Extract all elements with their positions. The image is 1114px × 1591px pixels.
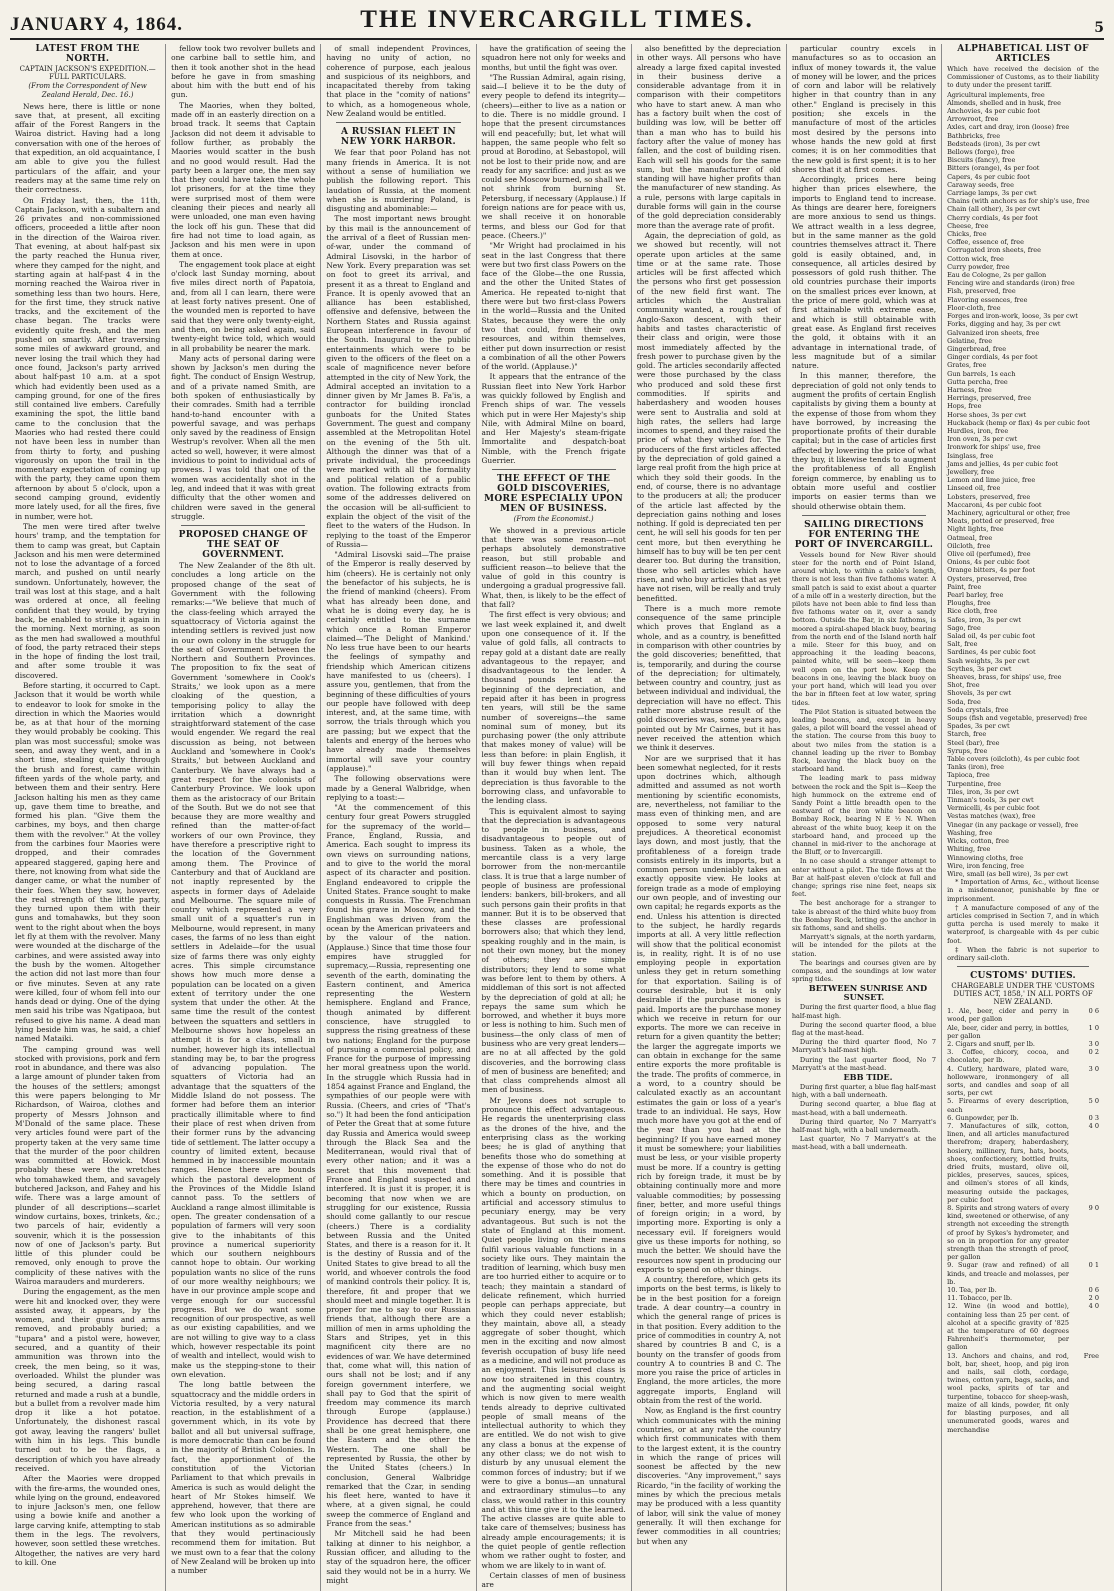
paragraph: have the gratification of seeing the squadron here not only for weeks and months, but until the fight was over. xyxy=(481,44,626,72)
list-item: Floor-cloth, free xyxy=(947,303,1001,312)
duty-rate: 1 0 xyxy=(1088,1023,1099,1032)
paragraph: The most important news brought by this mail is the announcement of the arrival of a fleet of Russian men-of-war, under the command of Admiral Lisovski, in the harbor of New York. Every preparation was set on foot to greet its arrival, and present it as a threat to England and France. It is openly avowed that an alliance has been established, offensive and defensive, between the Northern States and Russia against European interference in favour of the South. Inaugural to the public entertainments which were to be given to the officers of the fleet on a scale of magnificence never before attempted in the city of New York, the Admiral accepted an invitation to a dinner given by Mr James B. Fa'is, a contractor for building ironclad gunboats for the United States Government. The guest and company assembled at the Metropolitan Hotel on the evening of the 5th ult. Although the dinner was that of a private individual, the proceedings were marked with all the formality and political relation of a public ovation. The following extracts from some of the addresses delivered on the occasion will be all-sufficient to explain the object of the visit of the fleet to the waters of the Hudson. In replying to the toast of the Emperor of Russia— xyxy=(326,214,471,549)
article-columns xyxy=(10,44,1104,1590)
list-item: Forks, digging and hay, 3s per cwt xyxy=(947,320,1061,329)
list-item: Horse shoes, 3s per cwt xyxy=(947,410,1027,419)
paragraph: Before starting, it occurred to Capt. Jackson that it would be worth while to endeavor to look for smoke in the direction in which the Maories would be, as at that hour of the morning they would probably be cooking. This plan was most successful; smoke was seen, and away they went, and in a short time, stealing quietly through the brush and forest, came within fifteen yards of the whole party, and between them and their sentry. Here Jackson halting his men as they came up, gave them time to breathe, and formed his plan. "Give them the carbines, my boys, and then charge them with the revolver." At the volley from the carbines four Maories were dropped, and their comrades appeared staggered, gaping here and there, not knowing from what side the danger came, or what the number of their foes. When they saw, however, the real strength of the little party, they turned upon them with their guns and tomahawks, but they soon went to the right about when the boys let fly at them with the revolver. Many were wounded at the discharge of the carbines, and were assisted away into the bush by the women. Altogether the action did not last more than four or five minutes. Seven at any rate were killed, four of whom fell into our hands dead or dying. One of the dying men said his tribe was Ngatipaoa, but refused to give his name. A dead man lying beside him was, he said, a chief named Mataiki. xyxy=(15,681,161,1044)
headline-latest-from-north: LATEST FROM THE NORTH. xyxy=(35,44,140,64)
source-note: (From the Economist.) xyxy=(513,515,594,524)
list-item: Huckaback (hemp or flax) 4s per cubic foot xyxy=(947,418,1090,427)
list-item: Isinglass, free xyxy=(947,451,994,460)
list-item: Wire, small (as bell wire), 3s per cwt xyxy=(947,869,1069,878)
article-body xyxy=(326,148,470,1585)
duty-rate: 5 0 xyxy=(1088,1097,1099,1106)
list-item: Chain (all other), 3s per cwt xyxy=(947,205,1040,214)
table-row xyxy=(947,1286,1099,1294)
list-item: Oysters, preserved, free xyxy=(947,574,1027,583)
masthead xyxy=(10,6,1104,40)
divider xyxy=(181,525,305,526)
divider xyxy=(957,966,1089,967)
headline-sailing-directions: SAILING DIRECTIONS FOR ENTERING THE PORT OF INVERCARGILL. xyxy=(794,519,934,550)
duties-intro: CHARGEABLE UNDER THE 'CUSTOMS DUTIES ACT, 1858,' IN ALL PORTS OF NEW ZEALAND. xyxy=(951,982,1095,1007)
list-item: Vinegar (in any package or vessel), free xyxy=(947,820,1079,829)
list-item: Cherry cordials, 4s per foot xyxy=(947,213,1038,222)
duty-item: 13. Anchors and chains, and rod, bolt, bar, sheet, hoop, and pig iron and nails, sail cloth, cordage, twines, cotton yarn, bags, sacks, and wool packs, spirits of tar and turpentine, tobacco for sheep-wash, maize of all kinds, powder, fit only for blasting purposes, and all unenumerated goods, wares and merchandise xyxy=(947,1351,1069,1434)
duty-item: 2. Cigars and snuff, per lb. xyxy=(947,1039,1035,1048)
footnotes xyxy=(947,878,1099,962)
list-item: Wicks, cotton, free xyxy=(947,837,1009,846)
duty-rate: 0 1 xyxy=(1088,1261,1099,1270)
duty-item: 9. Sugar (raw and refined) of all kinds, and treacle and molasses, per lb. xyxy=(947,1261,1069,1286)
headline-customs-duties: CUSTOMS' DUTIES. xyxy=(970,971,1076,982)
newspaper-title: THE INVERCARGILL TIMES. xyxy=(360,6,754,33)
article-body xyxy=(171,561,315,1575)
list-item: Night lights, free xyxy=(947,525,1004,534)
list-item: Salt, free xyxy=(947,640,978,649)
paragraph: "Mr Wright had proclaimed in his seat in the last Congress that there were but two first class Powers on the face of the Globe—the one Russia, and the other the United States of America. He repeated to-night that there were but two first-class Powers in the world—Russia and the United States, because they were the only two that could, from their own resources, and within themselves, either put down insurrection or resist a combination of all the other Powers of the world. (Applause.)" xyxy=(481,241,626,372)
list-item: Gingerbread, free xyxy=(947,344,1007,353)
article-body xyxy=(792,44,936,511)
table-row xyxy=(947,1352,1099,1434)
table-row xyxy=(947,1294,1099,1302)
duty-item: 12. Wine (in wood and bottle), containing less than 25 per cent. of alcohol at a specific gravity of '825 at the temperature of 60 degrees Fahrenheit's thermometer, per gallon xyxy=(947,1302,1069,1352)
list-item: Anchovies, 4s per cubic foot xyxy=(947,107,1041,116)
divider xyxy=(802,515,926,516)
paragraph: We showed in a previous article that there was some reason—not perhaps absolutely demonstrative reason, but still probable and sufficient reason—to believe that the value of gold in this country is undergoing a gradual progressive fall. What, then, is likely to be the effect of that fall? xyxy=(481,525,626,610)
signal-list xyxy=(792,1003,936,1072)
issue-date: JANUARY 4, 1864. xyxy=(10,14,183,35)
duty-item: 7. Manufactures of silk, cotton, linen, and all articles manufactured therefrom; drapery, haberdashery, hosiery, millinery, furs, hats, boots, shoes, confectionery, bottled fruits, dried fruits, mustard, olive oil, pickles, preserves, sauces, spices, and oilmen's stores of all kinds, measuring outside the packages, per cubic foot xyxy=(947,1121,1069,1204)
table-row xyxy=(947,1204,1099,1261)
paragraph: † A manufacture composed of any of the articles comprised in Section 7, and in which gutta percha is used merely to make it waterproof, is chargeable with 4s per cubic foot. xyxy=(947,903,1099,945)
duty-item: Ale, beer, cider and perry, in bottles, per gallon xyxy=(947,1023,1069,1040)
paragraph: During the third quarter flood, No 7 Marryatt's half-mast high. xyxy=(791,1038,937,1055)
duty-item: 11. Tobacco, per lb. xyxy=(947,1294,1013,1303)
list-item: Bathbricks, free xyxy=(947,131,1001,140)
table-row xyxy=(947,1097,1099,1113)
list-item: Agricultural implements, free xyxy=(947,90,1045,99)
paragraph: Marryatt's signals, at the north yardarm, will be intended for the pilots at the station. xyxy=(791,933,937,958)
list-item: Washing, free xyxy=(947,828,993,837)
paragraph: * Importation of Arms, &c., without license in a misdemeanor, punishable by fine or imprisonment. xyxy=(947,878,1099,903)
paragraph: also benefitted by the depreciation in other ways. All persons who have already a large fixed capital invested in their business derive a considerable advantage from it in comparison with their competitors who have to start anew. A man who has a factory built when the cost of building was low, will be better off than a man who has to build his factory after the value of money has fallen, and the cost of building risen. Each will sell his goods for the same sum, but the manufacturer of old standing will have higher profits than the manufacturer of new standing. As a rule, persons with large capitals in durable forms will gain in the course of the gold depreciation considerably more than the average rate of profit. xyxy=(636,44,781,230)
duty-rate: 4 0 xyxy=(1088,1302,1099,1311)
list-item: Safes, iron, 3s per cwt xyxy=(947,615,1022,624)
paragraph: The long battle between the squattocracy and the middle orders in Victoria resulted, by a very natural reaction, in the establishment of a government which, in its vote by ballot and all but universal suffrage, is more democratic than can be found in the majority of British Colonies. In fact, the apportionment of the constitution of the Victorian Parliament to that which prevails in America is such as would delight the heart of Mr Stokes himself. We apprehend, however, that there are few who look upon the working of American institutions as so admirable that they would pertinaciously recommend them for imitation. But we must own to a fear that the colony of New Zealand will be broken up into a number xyxy=(171,1380,316,1576)
duty-rate: 3 0 xyxy=(1088,1039,1099,1048)
list-item: Chicks, free xyxy=(947,230,987,239)
paragraph: During second quarter, a blue flag at mast-head, with a ball underneath. xyxy=(791,1100,937,1117)
paragraph: We fear that poor Poland has not many friends in America. It is not without a sense of humiliation we publish the following report. This laudation of Russia, at the moment when she is murdering Poland, is disgusting and abominable:— xyxy=(326,148,471,214)
column-7 xyxy=(941,44,1104,1591)
list-item: Almonds, shelled and in husk, free xyxy=(947,98,1061,107)
paragraph: of small independent Provinces, having no unity of action, no coherence of purpose, each jealous and suspicious of its neighbors, and incapacitated thereby from taking that place in the "comity of nations" to which, as a homogeneous whole, New Zealand would be entitled. xyxy=(326,44,471,119)
list-item: Turpentine, free xyxy=(947,779,1001,788)
table-row xyxy=(947,1122,1099,1204)
column-3 xyxy=(320,44,475,1591)
duty-item: 1. Ale, beer, cider and perry in wood, per gallon xyxy=(947,1007,1069,1024)
list-item: Vestas matches (wax), free xyxy=(947,812,1036,821)
list-item: Jams and jellies, 4s per cubic foot xyxy=(947,459,1059,468)
list-item: Grates, free xyxy=(947,361,987,370)
list-item: Linseed oil, free xyxy=(947,484,1001,493)
list-item: Winnowing cloths, free xyxy=(947,853,1024,862)
paragraph: Mr Mitchell said he had been talking at dinner to his neighbor, a Russian officer, and alluding to the stay of the squadron here, the officer said they would not be in a hurry. We might xyxy=(326,1529,471,1585)
headline-articles-list: ALPHABETICAL LIST OF ARTICLES xyxy=(957,44,1089,64)
list-item: Bitters (orange), 4s per foot xyxy=(947,164,1040,173)
list-item: Ironwork for ships' use, free xyxy=(947,443,1041,452)
list-item: Tinman's tools, 3s per cwt xyxy=(947,796,1034,805)
paragraph: Vessels bound for New River should steer for the north end of Point Island, around which, to within a cable's length, there is not less than five fathoms water. A small patch is said to exist about a quarter of a mile off in a westerly direction, but the pilots have not been able to find less than five fathoms water on it, over a sandy bottom. Outside the Bar, in six fathoms, is moored a spiral-shaped black buoy, bearing from the north end of the Island north half a mile. Steer for this buoy, and on approaching it the leading beacons, painted white, will be seen—keep them well open on the port bow. Keep the beacons in one, leaving the black buoy on your port hand, which will lead you over the bar in fifteen feet at low water, spring tides. xyxy=(791,550,937,707)
list-item: Lemon and lime juice, free xyxy=(947,476,1036,485)
list-item: Rice cloth, free xyxy=(947,607,998,616)
list-item: Cheese, free xyxy=(947,221,989,230)
table-row xyxy=(947,1007,1099,1023)
list-item: Chains (with anchors as for ship's use, free xyxy=(947,197,1090,206)
paragraph: During the second quarter flood, a blue flag at the mast-head. xyxy=(791,1020,937,1038)
paragraph: Now, as England is the first country which communicates with the mining countries, or at any rate the country which first communicates with them to the largest extent, it is the country in which the range of prices will soonest be affected by the new discoveries. "Any improvement," says Ricardo, "in the facility of working the mines by which the precious metals may be produced with a less quantity of labor, will sink the value of money generally. It will then exchange for fewer commodities in all countries; but when any xyxy=(636,1406,781,1546)
page-number: 5 xyxy=(1094,20,1104,36)
list-item: Gelatine, free xyxy=(947,336,993,345)
list-item: Sardines, 4s per cubic foot xyxy=(947,648,1036,657)
paragraph: ‡ When the fabric is not superior to ordinary sail-cloth. xyxy=(947,945,1099,962)
duty-item: 5. Firearms of every description, each xyxy=(947,1097,1069,1114)
list-item: Gun barrels, 1s each xyxy=(947,369,1016,378)
ebb-tide-heading: EBB TIDE. xyxy=(843,1072,893,1083)
paragraph: During first quarter, a blue flag half-mast high, with a ball underneath. xyxy=(791,1083,937,1100)
table-row xyxy=(947,1114,1099,1122)
list-item: Tanks (iron), free xyxy=(947,763,1004,772)
paragraph: Mr Jevons does not scruple to pronounce this effect advantageous. He regards the unenterprising class as the drones of the hive, and the enterprising class as the working bees; he is glad of anything that benefits those who do something at the expense of those who do not do something. And it is possible that there may be times and countries in which a bounty on production, on artificial and accessory stimulus to pecuniary energy, may be very advantageous. But such is not the state of England at this moment. Quiet people living on their means fulfil various valuable functions in a society like ours. They maintain the tradition of learning, which busy men are too hurried either to acquire or to teach; they maintain a standard of delicate refinement, which hurried people can perhaps appreciate, but which they could never establish; they maintain, above all, a steady aggregate of sober thought, which men in the exciting and now almost feverish occupation of busy life need as a medicine, and will not produce as an enjoyment. This leisured class is now too straitened in this country, and the augmenting social weight which is now given to mere wealth tends already to deprive cultivated people of small means of the intellectual authority to which they are entitled. We do not wish to give any class a bonus at the expense of any other class; we do not wish to disturb by any unusual element the common forces of industry; but if we were to give a bonus—an unnatural and extraordinary stimulus—to any class, we would rather in this country and at this time give it to the learned. The active classes are quite able to take care of themselves; business has already ample encouragements; it is the quiet people of gentle reflection whom we rather ought to foster, and whom we are likely to in want of. xyxy=(481,1095,626,1570)
list-item: Bedsteads (iron), 3s per cwt xyxy=(947,139,1041,148)
duty-rate: 0 3 xyxy=(1088,1113,1099,1122)
list-item: Bellows (forge), free xyxy=(947,148,1015,157)
list-item: Caraway seeds, free xyxy=(947,180,1014,189)
paragraph: The New Zealander of the 8th ult. concludes a long article on the proposed change of the seat of Government with the following remarks:—"We believe that much of the class-feeling which arrayed the squattocracy of Victoria against the intending settlers is revived just now in our own colony in the struggle for the seat of Government between the Northern and Southern Provinces. The proposition to fix the seat of Government 'somewhere in Cook's Straits,' we look upon as a mere cloaking of the question, a temporising policy to allay the irritation which a downright straightforward statement of the case would engender. We regard the real discussion as being, not between Auckland and 'somewhere in Cook's Straits,' but between Auckland and Canterbury. We have always had a great respect for the colonists of Canterbury Province. We look upon them as the aristocracy of our Britain of the South. But we do not see that because they are more wealthy and refined than the matter-of-fact workers of our own Province, they have therefore a prescriptive right to the location of the Government among them. The Province of Canterbury and that of Auckland are not inaptly represented by the aspects in former days of Adelaide and Melbourne. The square mile of country which represented a very small unit of a squatter's run in Melbourne, would represent, in many cases, the farms of no less than eight settlers in Adelaide—for the usual size of farms there was only eighty acres. This simple circumstance shows how much more dense a population can be located on a given extent of territory under the one system that under the other. At the same time the result of the contest between the squatters and settlers in Melbourne shows how hopeless an attempt it is for a class, small in number, however high its intellectual standing may be, to bar the progress of advancing population. The squatters of Victoria had an advantage that the squatters of the Middle Island do not possess. The former had before them an interior practically illimitable where to find their place of rest when driven from their former runs by the advancing tide of settlement. The latter occupy a country of limited extent, because hemmed in by inaccessible mountain ranges. Hence there are bounds which the pastoral development of the Provinces of the Middle Island cannot pass. To the settlers of Auckland a range almost illimitable is open. The greater condensation of a population of farmers will very soon give to the inhabitants of this province a numerical superiority which our southern neighbours cannot hope to obtain. Our working population wants no slice of the runs of our more wealthy neighbours; we have in our province ample scope and verge enough for our successful progress. But we do want some recognition of our prospective, as well as our existing capabilities, and we are not willing to give way to a class which, however respectable its point of wealth and intellect, would wish to make us the stepping-stone to their own elevation. xyxy=(171,561,316,1379)
paragraph: During third quarter, No 7 Marryatt's half-mast high, with a ball underneath. xyxy=(791,1117,937,1135)
duties-table xyxy=(947,1007,1099,1434)
article-body xyxy=(482,44,626,465)
paragraph: "Admiral Lisovski said—The praise of the Emperor is really deserved by him (cheers). He is certainly not only the benefactor of his subjects, he is the friend of mankind (cheers). From what has already been done, and what he is doing every day, he is certainly entitled to the surname which once a Roman Emperor claimed—'The Delight of Mankind.' No less true have been to our hearts the feelings of sympathy and friendship which American citizens have manifested to us (cheers). I assure you, gentlemen, that from the beginning of these difficulties of yours our people have followed with deep interest, and, at the same time, with sorrow, the trials through which you are passing; but we expect that the talents and energy of the heroes who have already made themselves immortal will save your country (applause)." xyxy=(326,550,471,773)
table-row xyxy=(947,1040,1099,1048)
paragraph: On Friday last, then, the 11th, Captain Jackson, with a subaltern and 26 privates and non-commissioned officers, proceeded a little after noon in the direction of the Wairoa river. That evening, at about half-past six the party reached the Hunua river, where they camped for the night, and starting again at half-past 4 in the morning reached the Wairoa river in something less than two hours. Here, for the first time, they struck native tracks, and the excitement of the chase began. The tracks were evidently quite fresh, and the men pushed on smartly. After traversing some miles of awkward ground, and never losing the trail which they had once found, Jackson's party arrived about half-past 10 a.m. at a spot which had evidently been used as a camping ground, for one of the fires still contained live embers. Carefully examining the spot, the little band came to the conclusion that the Maories who had rested there could not have been less in number than from thirty to forty, and pushing vigorously on upon the trail in the momentary expectation of coming up with the party, they came upon them afternoon by about 5 o'clock, upon a second camping ground, evidently more lately used, for all the fires, five in number, were hot. xyxy=(15,195,161,521)
headline-seat-of-government: PROPOSED CHANGE OF THE SEAT OF GOVERNMENT. xyxy=(178,530,308,561)
paragraph: There is a much more remote consequence of the same principle which proves that England as a whole, and as a country, is benefitted in comparison with other countries by the gold discoveries; benefitted, that is, temporarily, and during the course of the depreciation; for ultimately, between country and country, just as between individual and individual, the depreciation will have no effect. This rather more abstruse result of the gold discoveries was, some years ago, pointed out by Mr Cairnes, but it has never received the attention which we think it deserves. xyxy=(636,603,781,753)
list-item: Gutta percha, free xyxy=(947,377,1008,386)
paragraph: Last quarter, No 7 Marryatt's at the mast-head, with a ball underneath. xyxy=(791,1135,937,1152)
list-item: Fencing wire and standards (iron) free xyxy=(947,279,1075,288)
paragraph: The men were tired after twelve hours' tramp, and the temptation for them to camp was great, but Captain Jackson and his men were determined not to lose the advantage of a forced march, and pushed on until nearly sundown. Unfortunately, however, the trail was lost at this stage, and a halt was ordered at once, all feeling confident that they would, by trying back, be enabled to strike it again in the morning. Next morning, as soon as the men had swallowed a mouthful of food, the party retraced their steps in the hope of finding the lost trail, and after some trouble it was discovered. xyxy=(15,521,161,680)
list-item: Spades, 3s per cwt xyxy=(947,722,1010,731)
paragraph: The Maories, when they bolted, made off in an easterly direction on a broad track. It seems that Captain Jackson did not deem it advisable to follow further, as probably the Maories would scatter in the bush and no good would result. Had the party been a larger one, the men say that they could have taken the whole lot prisoners, for at the time they were surprised most of them were cleaning their pieces and nearly all were unloaded, one man even having the lock off his gun. These that did fire had not time to load again, as Jackson and his men were in upon them at once. xyxy=(171,100,316,259)
paragraph: Nor are we surprised that it has been somewhat neglected, for it rests upon doctrines which, although admitted and assumed as not worth mentioning by scientific economists, are, nevertheless, not familiar to the mass even of thinking men, and are opposed to some very natural prejudices. A theoretical economist lays down, and most justly, that the profitableness of a foreign trade consists entirely in its imports, but a common person undeniably takes an exactly opposite view. He looks at foreign trade as a mode of employing our own people, and of investing our own capital; he regards exports as the end. Unless his attention is directed to the subject, he hardly regards imports at all. A very little reflection will show that the political economist is, in reality, right. It is of no use employing people in exportation unless they get in return something for that exportation. Sailing is of course desirable, but it is only desirable if the purchase money is paid. Imports are the purchase money which we receive in return for our exports. The more we can receive in return for a given quantity the better; the larger the aggregate imports we can obtain in exchange for the same entire exports the more profitable is the trade. The profits of commerce, in a word, to a country should be calculated exactly as an accountant estimates the gain or loss of a year's trade to an individual. He says, How much more have you got at the end of the year than you had at the beginning? If you have earned money it must be somewhere; your liabilities must be less, or your visible property must be more. If a country is getting rich by foreign trade, it must be by obtaining continually more and more valuable commodities; by possessing finer, better, and more useful things of foreign origin; in a word, by importing more. Exporting is only a necessary evil. If foreigners would give us these imports for nothing, so much the better. We should have the resources now spent in producing our exports to spend on other things. xyxy=(636,753,781,1274)
list-item: Jewellery, free xyxy=(947,467,995,476)
paragraph: particular country excels in manufactures so as to occasion an influx of money towards it, the value of money will be lower, and the prices of corn and labor will be relatively higher in that country than in any other." England is precisely in this position; she excels in the manufacture of most of the articles most desired by the persons into whose hands the new gold at first comes; it is on her commodities that the new gold is first spent; it is to her shores that it at first comes. xyxy=(791,44,937,174)
list-item: Shovels, 3s per cwt xyxy=(947,689,1012,698)
list-item: Corrugated iron sheets, free xyxy=(947,246,1041,255)
list-item: Lobsters, preserved, free xyxy=(947,492,1031,501)
paragraph: "The Russian Admiral, again rising, said—I believe it to be the duty of every people to defend its integrity—(cheers)—either to live as a nation or to die. There is no middle ground. I hope that the present circumstances will end peacefully; but, let what will happen, the same people who felt so proud at Borodino, at Sebastopol, will not be lost to their pride now, and are ready for any sacrifice: and just as we could see Moscow burned, so shall we not shrink from burning St. Petersburg, if necessary (Applause.) If foreign nations are for peace with us, we shall receive it on honorable terms, and bless our God for that peace. (Cheers.)" xyxy=(481,72,626,240)
paragraph: In no case should a stranger attempt to enter without a pilot. The tide flows at the Bar at half-past eleven o'clock at full and change; springs rise nine feet, neaps six feet. xyxy=(791,857,937,899)
duty-item: 4. Cutlery, hardware, plated ware, hollowware, ironmongery of all sorts, and candles and soap of all sorts, per cwt xyxy=(947,1064,1069,1098)
article-body xyxy=(326,44,470,118)
list-item: Scythes, 3s per cwt xyxy=(947,664,1012,673)
duty-rate: Free xyxy=(1083,1351,1099,1360)
duty-rate: 2 0 xyxy=(1088,1294,1099,1303)
list-item: Machinery, agricultural or other, free xyxy=(947,508,1071,517)
list-item: Oatmeal, free xyxy=(947,533,993,542)
list-item: Eau de Cologne, 2s per gallon xyxy=(947,271,1047,280)
paragraph: The Pilot Station is situated between the leading beacons, and, except in heavy gales, a pilot will board the vessel ahead of the station. The course from this buoy to about two miles from the station is a channel leading up the river to Bombay Rock, leaving the black buoy on the starboard hand. xyxy=(791,707,937,774)
list-item: Meats, potted or preserved, free xyxy=(947,517,1055,526)
paragraph: It appears that the entrance of the Russian fleet into New York Harbor was quickly followed by English and French ships of war. The vessels which put in were Her Majesty's ship Nile, with Admiral Milne on board, and Her Majesty's steam-frigate Immortalite and despatch-boat Nimble, with the French frigate Guerrier. xyxy=(481,372,626,466)
table-row xyxy=(947,1024,1099,1040)
list-item: Paint, free xyxy=(947,582,982,591)
list-item: Table covers (oilcloth), 4s per cubic foot xyxy=(947,755,1080,764)
list-item: Vermicelli, 4s per cubic foot xyxy=(947,804,1040,813)
paragraph: Accordingly, prices here being higher than prices elsewhere, the imports to England tend to increase. As things are dearer here, foreigners are more anxious to send us things. We attract wealth in a less degree, but in the same manner as the gold countries themselves attract it. There gold is easily obtained, and, in consequence, all articles desired by possessors of gold rush thither. The old countries purchase their imports on the smallest prices ever known, at the price of mere gold, which was at first attainable with extreme ease, and which is still obtainable with great ease. As England first receives the gold, it obtains with it an advantage in international trade, of less magnitude but of a similar nature. xyxy=(791,175,937,371)
list-item: Orange bitters, 4s per foot xyxy=(947,566,1036,575)
list-item: Pearl barley, free xyxy=(947,591,1004,599)
list-item: Biscuits (fancy), free xyxy=(947,156,1016,165)
paragraph: This is equivalent almost to saying that the depreciation is advantageous to people in business, and disadvantageous to people out of business. Taken as a whole, the mercantile class is a very large borrower from the non-mercantile class. It is true that a large number of people of business are professional lenders: bankers, bill-brokers, and all such persons gain their profits in that manner. But it is to be observed that these classes are professional borrowers also; that which they lend, speaking roughly and in the main, is not their own money, but the money of others; they are simple distributors; they lend to some what was before lent to them by others. A middleman of this sort is not affected by the depreciation of gold at all; he repays the same sum which he borrowed, and whether it buys more or less is nothing to him. Such men of business—the only class of men of business who are very great lenders—are no at all affected by the gold discoveries, and the borrowing class of men of business are benefited; and that class comprehends almost all men of business. xyxy=(481,806,626,1095)
paragraph: During the engagement, as the men were hit and knocked over, they were assisted away, it appears, by the women, and their guns and arms removed, and probably buried; a "tupara" and a pistol were, however, secured, and a quantity of their ammunition was thrown into the creek, the men being, so it was, overloaded. Whilst the plunder was being secured, a daring rascal returned and made a rush at a bundle, but a bullet from a revolver made him drop it like a hot potatoe. Unfortunately, the dishonest rascal got away, leaving the rangers' bullet with him in his legs. This bundle turned out to be the flags, a description of which you have already received. xyxy=(15,1287,161,1473)
list-item: Galvanized iron sheets, free xyxy=(947,328,1040,337)
list-item: Salad oil, 4s per cubic foot xyxy=(947,632,1036,641)
headline-russian-fleet: A RUSSIAN FLEET IN NEW YORK HARBOR. xyxy=(340,127,456,148)
paragraph: Many acts of personal daring were shown by Jackson's men during the fight. The conduct of Ensign Westrup, and of a private named Smith, are both spoken of enthusiastically by their comrades. Smith had a terrible hand-to-hand encounter with a powerful savage, and was perhaps only saved by the readiness of Ensign Westrup's revolver. When all the men acted so well, however, it were almost invidious to point to individual acts of prowess. I was told that one of the women was accidentally shot in the leg, and indeed that it was with great difficulty that the other women and children were saved in the general struggle. xyxy=(171,353,316,521)
duty-item: 10. Tea, per lb. xyxy=(947,1286,997,1295)
paragraph: During the last quarter flood, No 7 Marryatt's at the mast-head. xyxy=(791,1055,937,1072)
paragraph: The best anchorage for a stranger to take is abreast of the third white buoy from the Bombay Rock, letting go the anchor in six fathoms, sand and shells. xyxy=(791,899,937,932)
paragraph: The following observations were made by a General Walbridge, when replying to a toast:— xyxy=(326,774,471,802)
list-item: Fish, preserved, free xyxy=(947,287,1016,296)
list-item: Syrups, free xyxy=(947,746,988,755)
article-body xyxy=(171,44,315,521)
divider xyxy=(492,469,616,470)
paragraph: Certain classes of men of business are xyxy=(481,1570,626,1590)
column-1 xyxy=(10,44,165,1591)
paragraph: A country, therefore, which gets its imports on the best terms, is likely to be in the best position for a foreign trade. A dear country—a country in which the general range of prices is in that position. Every addition to the price of commodities in country A, not shared by countries B and C, is a bounty on the transfer of goods from country A to countries B and C. The more you raise the price of articles in England, the more articles, the more aggregate imports, England will obtain from the rest of the world. xyxy=(636,1275,781,1406)
table-row xyxy=(947,1261,1099,1286)
list-item: Hurdles, iron, free xyxy=(947,426,1009,435)
articles-list xyxy=(947,91,1099,879)
paragraph: During the first quarter flood, a blue flag half-mast high. xyxy=(791,1003,937,1020)
paragraph: fellow took two revolver bullets and one carbine ball to settle him, and then it took another shot in the head before he gave in from smashing about him with the butt end of his gun. xyxy=(171,44,316,100)
list-item: Starch, free xyxy=(947,730,987,739)
paragraph: The camping ground was well stocked with provisions, pork and fern root in abundance, and there was also a large amount of plunder taken from the houses of the settlers; amongst this were papers belonging to Mr Richardson, of Wairoa, clothes and property of Messrs Johnson and M'Donald of the same place. These very articles found were part of the property taken at the very same time that the murder of the poor children was committed at Howick. Most probably these were the wretches who tomahawked them, and savagely butchered Jackson, and Fahey and his wife. There was a large amount of plunder of all descriptions—scarlet window curtains, boxes, trinkets, &c.; two parcels of hair, evidently a souvenir, which it is the possession now of one of Jackson's party. But little of this plunder could be removed, only enough to prove the complicity of these natives with the Wairoa marauders and murderers. xyxy=(15,1044,161,1286)
paragraph: Again, the depreciation of gold, as we showed but recently, will not operate upon articles at the same time or at the same rate. Those articles will be first affected which the persons who first get possession of the new field first want. The articles which the Australian community wanted, a rough set of Anglo-Saxon descent, with their habits and tastes characteristic of their class and origin, were those most immediately affected by the fresh power to purchase given by the gold. The articles secondarily affected were those purchased by the class who produced and sold these first commodities. If spirits and haberdashery and wooden houses were sent to Australia and sold at high rates, the sellers had large incomes to spend, and they raised the price of what they wished for. The producers of the first articles affected by the depreciation of gold gained a large real profit from the high price at which they sold their goods. In the end, of course, there is no advantage to the producers at all; the producer of the article last affected by the depreciation gains nothing and loses nothing. If gold is depreciated ten per cent, he will sell his goods for ten per cent more, but then everything he himself has to buy will be ten per cent dearer too. But during the transition, those who sell articles which have risen, and who buy articles that as yet have not risen, will be really and truly benefitted. xyxy=(636,230,781,603)
list-item: Sago, free xyxy=(947,623,981,632)
paragraph: The first effect is very obvious; and we last week explained it, and dwelt upon one consequence of it. If the value of gold falls, all contracts to repay gold at a distant date are really advantageous to the repayer, and disadvantageous to the lender. A thousand pounds lent at the beginning of the depreciation, and repaid after it has been in progress ten years, will still be the same number of sovereigns—the same nominal sum of money, but its purchasing power (the only attribute that makes money of value) will be less than before: in plain English, it will buy fewer things when repaid than it would buy when lent. The depreciation is thus favorable to the borrowing class, and unfavorable to the lending class. xyxy=(481,610,626,806)
list-item: Sash weights, 3s per cwt xyxy=(947,656,1030,665)
article-body xyxy=(792,551,936,984)
list-item: Olive oil (perfumed), free xyxy=(947,549,1031,558)
list-item: Soups (fish and vegetable, preserved) free xyxy=(947,714,1088,723)
list-item: Coffee, essence of, free xyxy=(947,238,1024,247)
article-body xyxy=(15,102,160,1568)
paragraph: News here, there is little or none save that, at present, all exciting affair of the Forest Rangers in the Wairoa district. Having had a long conversation with one of the heroes of that expedition, an old acquaintance, I am able to give you the fullest particulars of the affair, and your readers may at the same time rely on their correctness. xyxy=(15,101,161,195)
source-note: (From the Correspondent of New Zealand Herald, Dec. 16.) xyxy=(28,82,147,100)
list-item: Arrowroot, free xyxy=(947,115,999,124)
list-item: Ginger cordials, 4s per foot xyxy=(947,353,1038,362)
duty-item: 8. Spirits and strong waters of every kind, sweetened or otherwise, of any strength not exceeding the strength of proof by Sykes's hydrometer, and so on in proportion for any greater strength than the strength of proof, per gallon xyxy=(947,1204,1069,1262)
paragraph: "At the commencement of this century four great Powers struggled for the supremacy of the world—France, England, Russia, and America. Each sought to impress its own views on surrounding nations, and to give to the world the moral aspect of its character and position. England endeavored to cripple the United States. France sought to make conquests in Russia. The Frenchman found his grave in Moscow, and the Englishman was driven from the ocean by the American privateers and by the valour of the nation. (Applause.) Since that time those four empires have struggled for supremacy,—Russia, representing one seventh of the earth, dominating the Eastern continent, and America representing the Western hemisphere. England and France, though animated by different conscience, have struggled to suppress the rising greatness of these two nations; England for the purpose of pursuing a commercial policy, and France for the purpose of impressing her moral greatness upon the world. In the struggle which Russia had in 1854 against France and England, the sympathies of our people were with Russia. (Cheers, and cries of "That's so.") It had been the fond anticipation of Peter the Great that at some future day Russia and America would sweep through the Black Sea and the Mediterranean, would rival that of every other nation; and it was a secret that this movement that France and England suspected and interfered. It is just it is proper, it is becoming that now when we are struggling for our existence, Russia should come gallantly to our rescue (cheers.) There is a cordiality between Russia and the United States, and there is a reason for it. It is the destiny of Russia and of the United States to give bread to all the world, and whoever controls the food of mankind controls their policy. It is, therefore, fit and proper that we should meet and mingle together. It is proper for me to say to our Russian friends that, although there are a million of men in arms upholding the Stars and Stripes, yet in this magnificent city there are no evidences of war. We have determined that, come what will, this nation of ours shall not be lost; and if any foreign government interfere, we shall pay to God that the spirit of freedom may commence its march through Europe (applause.) Providence has decreed that there shall be one great hemisphere, one the Eastern and the other the Western. The one shall be represented by Russia, the other by the United States (cheers.) In conclusion, General Walbridge remarked that the Czar, in sending his fleet here, wanted to have it where, at a given signal, he could sweep the commerce of England and France from the seas." xyxy=(326,803,471,1529)
column-6 xyxy=(786,44,941,1591)
list-item: Soda crystals, free xyxy=(947,705,1009,714)
list-item: Whiting, free xyxy=(947,845,991,854)
column-2 xyxy=(165,44,320,1591)
paragraph: The engagement took place at eight o'clock last Sunday morning, about five miles direct north of Papatoia, and, from all I can learn, there were at least forty natives present. One of the wounded men is reported to have said that they were only twenty-eight, and then, on being asked again, said twenty-eight twice told, which would in all probability be nearer the mark. xyxy=(171,259,316,353)
list-item: Hops, free xyxy=(947,402,982,411)
list-item: Tiles, iron, 3s per cwt xyxy=(947,787,1019,796)
headline-gold-discoveries: THE EFFECT OF THE GOLD DISCOVERIES, MORE ESPECIALLY UPON MEN OF BUSINESS. xyxy=(484,474,624,515)
duty-rate: 3 0 xyxy=(1088,1064,1099,1073)
list-item: Flavoring essences, free xyxy=(947,295,1028,304)
list-item: Carriage lamps, 3s per cwt xyxy=(947,189,1037,198)
list-item: Axles, cart and dray, iron (loose) free xyxy=(947,123,1070,132)
table-row xyxy=(947,1048,1099,1064)
list-item: Wire, iron fencing, free xyxy=(947,861,1024,870)
article-body xyxy=(482,526,626,1590)
column-4 xyxy=(476,44,631,1591)
duty-rate: 9 0 xyxy=(1088,1204,1099,1213)
list-item: Onions, 4s per cubic foot xyxy=(947,558,1030,567)
paragraph: In this manner, therefore, the depreciation of gold not only tends to augment the profits of certain English capitalists by giving them a bounty at the expense of those from whom they have borrowed, by increasing the proportionate profits of their durable capital; but in the case of articles first affected by lowering the price of what they buy, it likewise tends to augment the profitableness of all English foreign commerce, by enabling us to obtain more useful and costlier imports on easier terms than we should otherwise obtain them. xyxy=(791,371,937,511)
duty-rate: 0 2 xyxy=(1088,1048,1099,1057)
list-item: Maccaroni, 4s per cubic foot xyxy=(947,500,1042,509)
list-item: Shot, free xyxy=(947,681,980,690)
signals-heading: BETWEEN SUNRISE AND SUNSET. xyxy=(808,983,928,1003)
duty-item: 3. Coffee, chicory, cocoa, and chocolate, per lb. xyxy=(947,1048,1069,1065)
signal-list xyxy=(792,1083,936,1152)
column-5 xyxy=(631,44,786,1591)
list-item: Oilcloth, free xyxy=(947,541,991,550)
list-item: Harness, free xyxy=(947,385,992,394)
list-item: Curry powder, free xyxy=(947,262,1010,271)
duty-item: 6. Gunpowder, per lb. xyxy=(947,1113,1019,1122)
list-item: Herrings, preserved, free xyxy=(947,394,1032,403)
paragraph: The bearings and courses given are by compass, and the soundings at low water spring tides. xyxy=(791,958,937,984)
list-item: Cotton wick, free xyxy=(947,254,1004,263)
list-item: Capers, 4s per cubic foot xyxy=(947,172,1030,181)
list-item: Soda, free xyxy=(947,697,981,706)
list-item: Sheaves, brass, for ships' use, free xyxy=(947,673,1062,682)
list-item: Ploughs, free xyxy=(947,599,991,608)
paragraph: After the Maories were dropped with the fire-arms, the wounded ones, while lying on the ground, endeavored to injure Jackson's men, one fellow using a bowie knife and another a large carving knife, attempting to stab them in the legs. The revolvers, however, soon settled these wretches. Altogether, the natives are very hard to kill. One xyxy=(15,1474,161,1567)
list-item: Steel (bar), free xyxy=(947,738,1000,747)
list-item: Forges and iron-work, loose, 3s per cwt xyxy=(947,312,1078,321)
subhead-jackson-expedition: CAPTAIN JACKSON'S EXPEDITION.—FULL PARTICULARS. xyxy=(19,65,156,81)
list-intro: Which have received the decision of the Commissioner of Customs, as to their liability to duty under the present tariff. xyxy=(947,65,1099,90)
divider xyxy=(336,122,460,123)
duty-rate: 4 0 xyxy=(1088,1121,1099,1130)
list-item: Tapioca, free xyxy=(947,771,990,780)
table-row xyxy=(947,1065,1099,1098)
duty-rate: 0 6 xyxy=(1088,1286,1099,1295)
table-row xyxy=(947,1302,1099,1351)
list-item: Iron oven, 3s per cwt xyxy=(947,435,1018,444)
duty-rate: 0 6 xyxy=(1088,1007,1099,1016)
article-body xyxy=(637,44,781,1546)
paragraph: The leading mark to pass midway between the rock and the Spit is—Keep the high hummock on the extreme end of Sandy Point a little breadth open to the eastward of the iron white beacon on Bombay Rock, bearing N E ½ N. When abreast of the white buoy, keep it on the starboard hand, and proceed up the channel in mid-river to the anchorage at the Bluff, or to Invercargill. xyxy=(791,774,937,857)
